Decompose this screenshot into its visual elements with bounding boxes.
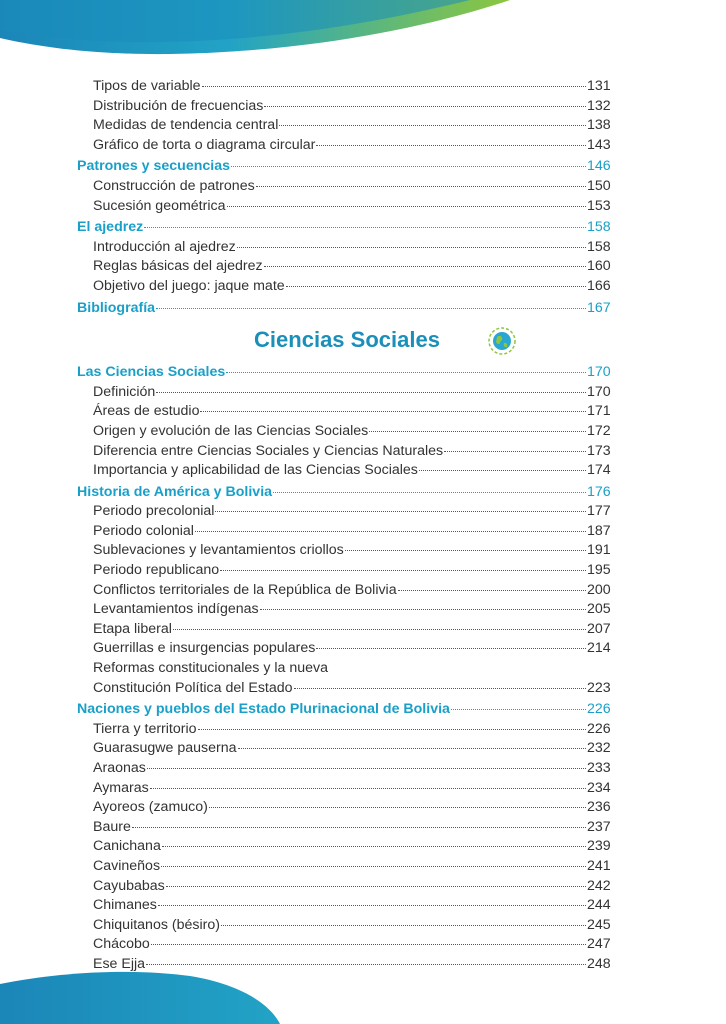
toc-page-number: 158 [587, 238, 611, 255]
toc-entry [77, 620, 617, 640]
toc-entry-title: Diferencia entre Ciencias Sociales y Ciencias Naturales [93, 442, 444, 459]
toc-page-number: 244 [587, 897, 611, 914]
dot-leader [156, 392, 586, 393]
toc-entry-title: Cayubabas [93, 877, 165, 894]
toc-entry [77, 818, 617, 838]
toc-page-number: 166 [587, 277, 611, 294]
toc-entry [77, 837, 617, 857]
toc-entry-title: Reglas básicas del ajedrez [93, 258, 263, 275]
toc-page-number: 150 [587, 177, 611, 194]
toc-entry-title: Periodo republicano [93, 562, 220, 579]
toc-entry [77, 600, 617, 620]
toc-entry [77, 277, 617, 297]
toc-page-number: 132 [587, 97, 611, 114]
toc-section-entry [77, 299, 617, 319]
toc-entry [77, 197, 617, 217]
toc-entry-title: Gráfico de torta o diagrama circular [93, 136, 316, 153]
toc-page-number: 146 [587, 158, 611, 175]
toc-before-group [77, 77, 617, 318]
toc-entry [77, 896, 617, 916]
toc-entry-title: Introducción al ajedrez [93, 238, 236, 255]
toc-entry-title: Aymaras [93, 779, 149, 796]
toc-entry [77, 461, 617, 481]
toc-section-entry [77, 157, 617, 177]
toc-entry-title: Canichana [93, 838, 161, 855]
toc-entry [77, 238, 617, 258]
toc-entry [77, 136, 617, 156]
dot-leader [231, 166, 586, 167]
toc-page-number: 245 [587, 916, 611, 933]
toc-page-number: 187 [587, 522, 611, 539]
toc-page-number: 232 [587, 740, 611, 757]
toc-page-number: 158 [587, 219, 611, 236]
toc-page-number: 223 [587, 679, 611, 696]
toc-entry [77, 639, 617, 659]
dot-leader [146, 964, 586, 965]
dot-leader [151, 944, 586, 945]
toc-entry [77, 679, 617, 699]
dot-leader [221, 925, 586, 926]
toc-page-number: 173 [587, 442, 611, 459]
toc-entry [77, 659, 617, 679]
dot-leader [345, 550, 586, 551]
toc-entry-title: Baure [93, 818, 131, 835]
dot-leader [316, 648, 586, 649]
dot-leader [158, 905, 586, 906]
toc-entry [77, 581, 617, 601]
toc-entry-title: Chácobo [93, 936, 150, 953]
toc-entry-title: Chimanes [93, 897, 157, 914]
toc-entry [77, 759, 617, 779]
toc-page-number: 241 [587, 857, 611, 874]
table-of-contents [77, 77, 617, 975]
dot-leader [195, 531, 586, 532]
toc-page-number: 138 [587, 117, 611, 134]
toc-entry-title: Ese Ejja [93, 955, 146, 972]
toc-entry-title: Reformas constitucionales y la nueva [93, 660, 329, 677]
toc-page-number: 233 [587, 760, 611, 776]
dot-leader [398, 590, 586, 591]
toc-entry-title: Objetivo del juego: jaque mate [93, 277, 285, 294]
dot-leader [294, 688, 586, 689]
toc-page-number: 239 [587, 838, 611, 855]
toc-entry [77, 935, 617, 955]
dot-leader [273, 492, 586, 493]
top-wave-decoration [0, 0, 726, 60]
toc-after-group [77, 363, 617, 974]
toc-entry-title: Ayoreos (zamuco) [93, 799, 208, 816]
toc-entry-title: Áreas de estudio [93, 403, 200, 420]
toc-page-number: 174 [587, 462, 611, 479]
toc-entry-title: Origen y evolución de las Ciencias Sociales [93, 422, 369, 439]
toc-entry-title: Historia de América y Bolivia [77, 483, 273, 500]
toc-entry-title: El ajedrez [77, 219, 144, 236]
toc-entry [77, 502, 617, 522]
dot-leader [173, 629, 586, 630]
toc-entry [77, 257, 617, 277]
globe-icon [487, 326, 517, 356]
toc-page-number: 247 [587, 936, 611, 953]
toc-page-number: 153 [587, 197, 611, 214]
toc-page-number: 226 [587, 720, 611, 737]
toc-page-number: 177 [587, 503, 611, 520]
toc-section-entry [77, 483, 617, 503]
section-heading-text: Ciencias Sociales [254, 327, 440, 353]
section-heading [77, 318, 617, 361]
toc-page-number: 170 [587, 383, 611, 400]
toc-page-number: 226 [587, 701, 611, 718]
dot-leader [238, 748, 586, 749]
toc-entry-title: Naciones y pueblos del Estado Plurinacional de Bolivia [77, 701, 450, 718]
toc-entry-title: Conflictos territoriales de la República de Bolivia [93, 581, 397, 598]
toc-page-number: 242 [587, 877, 611, 894]
toc-section-entry [77, 700, 617, 720]
toc-page-number: 248 [587, 955, 611, 972]
toc-entry-title: Chiquitanos (bésiro) [93, 916, 220, 933]
toc-entry [77, 541, 617, 561]
toc-entry-title: Bibliografía [77, 299, 156, 316]
toc-page-number: 237 [587, 818, 611, 835]
toc-entry-title: Guerrillas e insurgencias populares [93, 640, 316, 657]
dot-leader [264, 266, 586, 267]
dot-leader [226, 372, 586, 373]
toc-entry-title: Las Ciencias Sociales [77, 364, 226, 381]
toc-entry-title: Cavineños [93, 857, 161, 874]
toc-entry-title: Definición [93, 383, 156, 400]
dot-leader [209, 807, 586, 808]
toc-entry [77, 116, 617, 136]
toc-page-number: 191 [587, 542, 611, 559]
toc-page-number: 214 [587, 640, 611, 657]
toc-page-number: 170 [587, 364, 611, 381]
dot-leader [444, 451, 586, 452]
toc-entry [77, 857, 617, 877]
toc-entry-title: Levantamientos indígenas [93, 601, 259, 618]
toc-entry [77, 779, 617, 799]
toc-entry-title: Importancia y aplicabilidad de las Ciencias Sociales [93, 462, 418, 479]
toc-entry-title: Etapa liberal [93, 620, 172, 637]
dot-leader [202, 86, 586, 87]
toc-section-entry [77, 363, 617, 383]
toc-entry [77, 522, 617, 542]
dot-leader [162, 846, 586, 847]
dot-leader [132, 827, 586, 828]
toc-entry [77, 442, 617, 462]
toc-page-number: 236 [587, 799, 611, 816]
toc-entry [77, 955, 617, 975]
toc-page-number: 176 [587, 483, 611, 500]
dot-leader [316, 145, 586, 146]
toc-entry-title: Medidas de tendencia central [93, 117, 279, 134]
dot-leader [264, 106, 586, 107]
toc-entry [77, 177, 617, 197]
toc-entry [77, 422, 617, 442]
toc-entry [77, 798, 617, 818]
toc-entry-title: Sublevaciones y levantamientos criollos [93, 542, 344, 559]
dot-leader [144, 227, 586, 228]
dot-leader [260, 609, 586, 610]
toc-page-number: 195 [587, 562, 611, 579]
toc-entry-title: Patrones y secuencias [77, 158, 230, 175]
toc-page-number: 234 [587, 779, 611, 796]
dot-leader [237, 247, 586, 248]
toc-entry [77, 402, 617, 422]
dot-leader [166, 886, 586, 887]
dot-leader [227, 206, 587, 207]
toc-page-number: 200 [587, 581, 611, 598]
toc-page-number: 171 [587, 403, 611, 420]
dot-leader [215, 511, 586, 512]
toc-entry [77, 77, 617, 97]
dot-leader [279, 125, 586, 126]
dot-leader [419, 470, 586, 471]
toc-page-number: 172 [587, 422, 611, 439]
toc-page-number: 207 [587, 620, 611, 637]
dot-leader [200, 411, 586, 412]
toc-entry-title: Constitución Política del Estado [93, 679, 293, 696]
dot-leader [286, 286, 586, 287]
toc-entry [77, 97, 617, 117]
toc-entry-title: Sucesión geométrica [93, 197, 226, 214]
toc-page-number: 143 [587, 136, 611, 153]
toc-entry [77, 720, 617, 740]
dot-leader [198, 729, 586, 730]
toc-entry-title: Construcción de patrones [93, 177, 255, 194]
toc-page-number: 167 [587, 299, 611, 316]
dot-leader [147, 768, 586, 769]
toc-page-number: 131 [587, 78, 611, 94]
toc-entry-title: Tipos de variable [93, 78, 201, 94]
dot-leader [369, 431, 586, 432]
dot-leader [161, 866, 586, 867]
toc-entry-title: Periodo colonial [93, 522, 194, 539]
toc-entry-title: Tierra y territorio [93, 720, 197, 737]
toc-entry [77, 916, 617, 936]
dot-leader [220, 570, 586, 571]
toc-entry [77, 561, 617, 581]
toc-entry [77, 383, 617, 403]
dot-leader [156, 308, 586, 309]
toc-entry [77, 739, 617, 759]
dot-leader [451, 709, 586, 710]
dot-leader [256, 186, 586, 187]
toc-entry-title: Distribución de frecuencias [93, 97, 264, 114]
toc-entry-title: Guarasugwe pauserna [93, 740, 237, 757]
toc-page-number: 160 [587, 258, 611, 275]
toc-entry [77, 877, 617, 897]
toc-section-entry [77, 218, 617, 238]
toc-page-number: 205 [587, 601, 611, 618]
toc-entry-title: Periodo precolonial [93, 503, 215, 520]
toc-entry-title: Araonas [93, 760, 146, 776]
dot-leader [150, 788, 586, 789]
